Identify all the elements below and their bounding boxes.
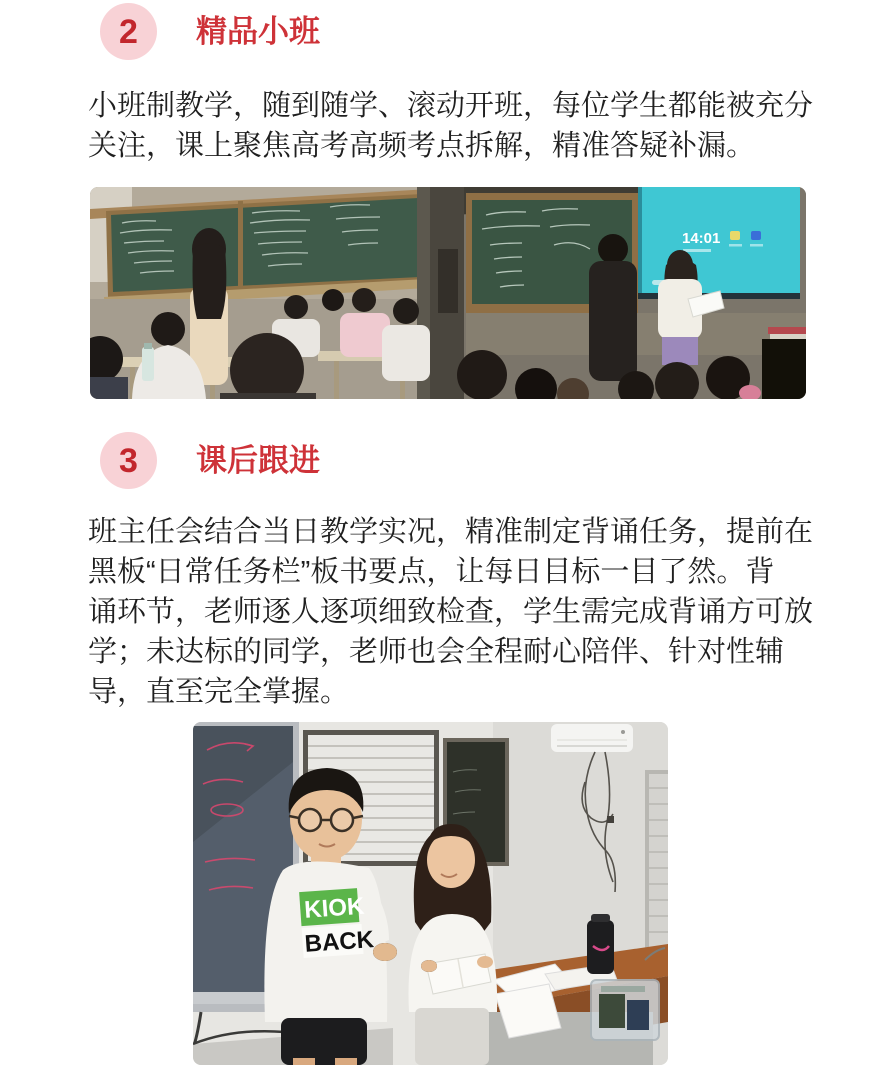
screen-app-icon: [730, 231, 740, 240]
screen-date: [683, 249, 711, 252]
classroom-photos: [90, 187, 806, 399]
teacher-woman: [409, 824, 498, 1065]
photo-small-class-left: [90, 187, 430, 399]
shirt-text-bottom: BACK: [303, 926, 375, 958]
section-2-number-badge: [100, 3, 157, 60]
paragraph-line: 黑板“日常任务栏”板书要点，让每日目标一目了然。背: [88, 556, 775, 588]
section-3-title: 课后跟进: [196, 443, 320, 478]
paragraph-line: 班主任会结合当日教学实况，精准制定背诵任务，提前在: [88, 516, 814, 548]
section-3-paragraph: [88, 512, 813, 712]
storage-box: [591, 980, 659, 1040]
paragraph-line: 学；未达标的同学，老师也会全程耐心陪伴、针对性辅: [88, 636, 785, 668]
right-window: [645, 770, 668, 958]
teacher-at-board: [190, 228, 228, 385]
section-2-title: 精品小班: [196, 14, 320, 49]
skirt: [662, 337, 698, 365]
paragraph-line: 诵环节，老师逐人逐项细致检查，学生需完成背诵方可放: [88, 596, 814, 628]
section-2-number: 2: [119, 12, 138, 51]
section-3-number: 3: [119, 441, 138, 480]
pants: [415, 1008, 489, 1065]
water-bottle: [142, 347, 154, 381]
photo-small-class-right: [430, 187, 806, 399]
shorts: [281, 1018, 367, 1065]
section-2-paragraph: [88, 86, 813, 166]
paragraph-line: 导，直至完全掌握。: [88, 676, 350, 708]
paragraph-line: 小班制教学，随到随学、滚动开班，每位学生都能被充分: [88, 90, 814, 122]
recitation-photo: [193, 722, 668, 1065]
chalkboard: [106, 194, 424, 297]
shirt-text-top: KIOK: [303, 892, 366, 924]
air-conditioner: [551, 724, 633, 752]
paragraph-line: 关注，课上聚焦高考高频考点拆解，精准答疑补漏。: [88, 130, 756, 162]
screen-app-icon: [751, 231, 761, 240]
section-3-number-badge: [100, 432, 157, 489]
screen-clock: 14:01: [682, 230, 721, 247]
tumbler: [587, 914, 614, 974]
